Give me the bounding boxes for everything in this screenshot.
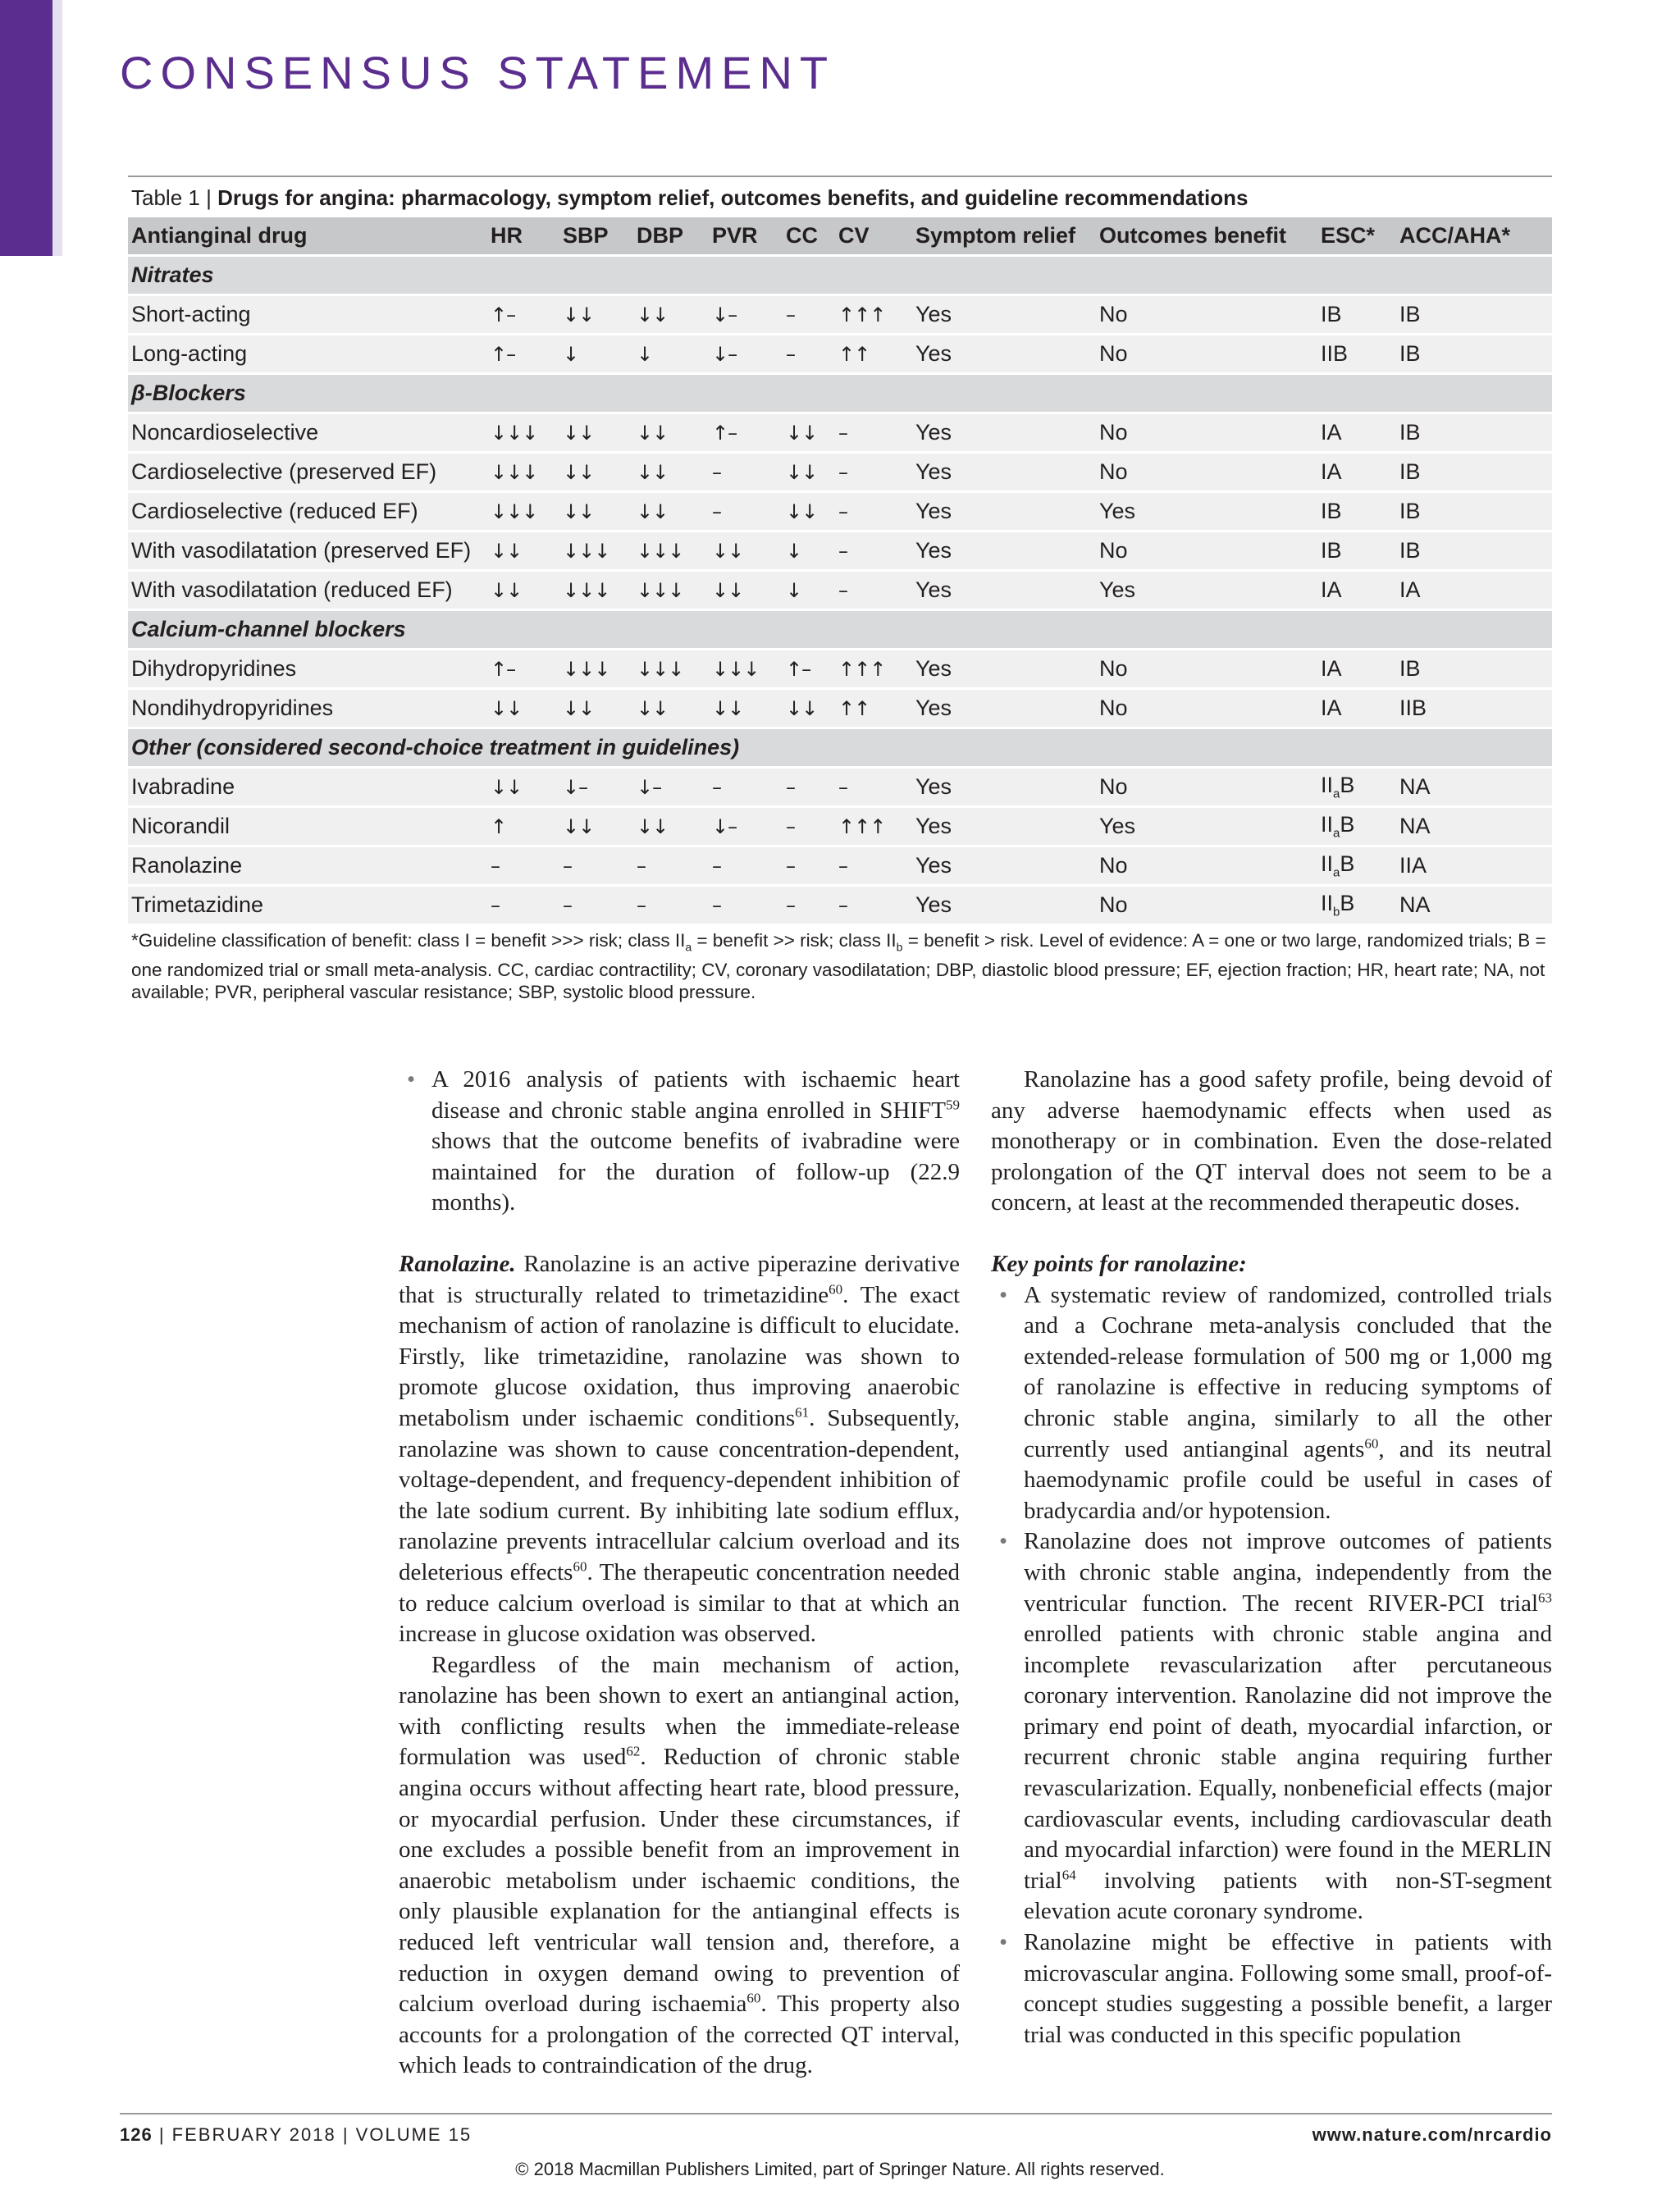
table-cell: Cardioselective (preserved EF)	[128, 454, 487, 490]
table-cell: ↓↓	[487, 572, 559, 609]
table-cell: IB	[1396, 296, 1552, 333]
ranolazine-paragraph-1: Ranolazine. Ranolazine is an active piperazine derivative that is structurally related to trimetazidine$^{60}$. The exact mechanism of action of ranolazine is difficult to elucidate. Firstly, like trimetazidine, ranolazine was shown to promote glucose oxidation, thus improving anaerobic metabolism under ischaemic conditions$^{61}$. Subsequently, ranolazine was shown to cause concentration-dependent, voltage-dependent, and frequency-dependent inhibition of the late sodium current. By inhibiting late sodium efflux, ranolazine prevents intracellular calcium overload and its deleterious effects$^{60}$. The therapeutic concentration needed to reduce calcium overload is similar to that at which an increase in glucose oxidation was observed.	[399, 1250, 960, 1648]
table-cell: ↓	[783, 572, 835, 609]
table-cell: ↓↓	[633, 808, 709, 845]
key-points-title: Key points for ranolazine:	[991, 1250, 1247, 1277]
table-cell: ↓↓	[633, 690, 709, 727]
table-cell: –	[559, 847, 633, 884]
table-cell: No	[1096, 650, 1317, 687]
table-header-row	[128, 217, 1552, 254]
table-cell: ↓↓↓	[487, 414, 559, 451]
table-cell: –	[835, 572, 912, 609]
column-header: SBP	[559, 217, 633, 254]
right-column	[991, 1065, 1552, 2051]
table-row	[128, 769, 1552, 805]
table-cell: ↓↓↓	[559, 650, 633, 687]
table-cell: NA	[1396, 887, 1552, 924]
table-cell: No	[1096, 690, 1317, 727]
table-cell: ↓↓	[633, 454, 709, 490]
table-row	[128, 454, 1552, 490]
table-cell: –	[783, 296, 835, 333]
table-cell: No	[1096, 532, 1317, 569]
table-cell: Yes	[912, 769, 1096, 805]
table-cell: –	[709, 847, 783, 884]
copyright-notice: © 2018 Macmillan Publishers Limited, part of Springer Nature. All rights reserved.	[515, 2159, 1165, 2179]
table-cell: –	[633, 847, 709, 884]
table-cell: ↓↓↓	[559, 572, 633, 609]
table-cell: ↓↓	[559, 414, 633, 451]
table-cell: ↓↓↓	[709, 650, 783, 687]
ranolazine-paragraph-2: Regardless of the main mechanism of action, ranolazine has been shown to exert an antianginal action, with conflicting results when the immediate-release formulation was used$^{62}$. Reduction of chronic stable angina occurs without affecting heart rate, blood pressure, or myocardial perfusion. Under these circumstances, if one excludes a possible benefit from an improvement in anaerobic metabolism under ischaemic conditions, the only plausible explanation for the antianginal effects is reduced left ventricular wall tension and, therefore, a reduction in oxygen demand owing to prevention of calcium overload during ischaemia$^{60}$. This property also accounts for a prolongation of the corrected QT interval, which leads to contraindication of the drug.	[399, 1651, 960, 2079]
table-cell: ↓↓	[633, 296, 709, 333]
table-cell: Yes	[912, 887, 1096, 924]
table-cell: IB	[1317, 532, 1396, 569]
table-cell: IB	[1396, 493, 1552, 530]
section-title: CONSENSUS STATEMENT	[120, 47, 836, 98]
table-cell: Yes	[912, 414, 1096, 451]
side-accent-bar	[0, 0, 52, 256]
table-cell: ↓↓↓	[487, 454, 559, 490]
table-cell: No	[1096, 847, 1317, 884]
page-number: 126	[120, 2124, 153, 2145]
table-cell: ↑↑	[835, 690, 912, 727]
table-caption	[128, 177, 1552, 217]
table-cell: Yes	[1096, 808, 1317, 845]
table-cell: ↓	[783, 532, 835, 569]
table-group-row	[128, 375, 1552, 412]
table-row	[128, 296, 1552, 333]
table-cell: Yes	[912, 847, 1096, 884]
column-header: PVR	[709, 217, 783, 254]
table-cell: –	[783, 847, 835, 884]
table-cell: Noncardioselective	[128, 414, 487, 451]
table-cell: ↓↓	[709, 690, 783, 727]
group-label: Nitrates	[128, 257, 1552, 294]
table-cell: ↓↓	[559, 808, 633, 845]
column-header: CC	[783, 217, 835, 254]
table-cell: ↓↓	[559, 296, 633, 333]
table-cell: IB	[1396, 650, 1552, 687]
table-row	[128, 414, 1552, 451]
table-row	[128, 847, 1552, 884]
column-header: Symptom relief	[912, 217, 1096, 254]
table-footnote: *Guideline classification of benefit: class I = benefit >>> risk; class $II_a$ = benefit >> risk; class $II_b$ = benefit > risk. Level of evidence: A = one or two large, randomized trials; B = one randomized trial or small meta-analysis. CC, cardiac contractility; CV, coronary vasodilatation; DBP, diastolic blood pressure; EF, ejection fraction; HR, heart rate; NA, not available; PVR, peripheral vascular resistance; SBP, systolic blood pressure.	[131, 930, 1546, 1002]
column-header: HR	[487, 217, 559, 254]
table-cell: –	[835, 454, 912, 490]
table-cell: IIB	[1317, 335, 1396, 372]
table-cell: –	[559, 887, 633, 924]
table-cell: –	[709, 493, 783, 530]
table-cell: IA	[1317, 690, 1396, 727]
table-cell: –	[487, 887, 559, 924]
table-cell: Short-acting	[128, 296, 487, 333]
table-cell: –	[709, 769, 783, 805]
table-cell: IB	[1396, 335, 1552, 372]
footer-rule	[120, 2113, 1552, 2114]
table-cell: Yes	[912, 572, 1096, 609]
table-cell: ↑–	[487, 335, 559, 372]
table-cell: –	[783, 808, 835, 845]
bullet-shift: • A 2016 analysis of patients with ischaemic heart disease and chronic stable angina enrolled in SHIFT$^{59}$ shows that the outcome benefits of ivabradine were maintained for the duration of follow-up (22.9 months).	[407, 1066, 960, 1216]
group-label: Calcium-channel blockers	[128, 611, 1552, 648]
table-cell: ↓↓	[633, 414, 709, 451]
table-cell: No	[1096, 769, 1317, 805]
table-cell: ↓↓	[783, 493, 835, 530]
table-cell: ↓↓	[783, 454, 835, 490]
table-cell: ↓–	[709, 296, 783, 333]
table-cell: Nicorandil	[128, 808, 487, 845]
table-cell: $II_aB$	[1317, 769, 1396, 805]
table-cell: –	[487, 847, 559, 884]
table-cell: ↓↓↓	[559, 532, 633, 569]
table-cell: IA	[1396, 572, 1552, 609]
ranolazine-heading: Ranolazine.	[399, 1250, 516, 1277]
table-cell: –	[709, 454, 783, 490]
table-row	[128, 335, 1552, 372]
table-cell: ↑↑↑	[835, 808, 912, 845]
table-cell: –	[783, 769, 835, 805]
column-header: ESC*	[1317, 217, 1396, 254]
table-cell: ↑↑↑	[835, 650, 912, 687]
table-cell: IB	[1396, 414, 1552, 451]
table-cell: No	[1096, 335, 1317, 372]
table-cell: Yes	[912, 296, 1096, 333]
table-group-row	[128, 729, 1552, 766]
table-cell: Trimetazidine	[128, 887, 487, 924]
table-cell: $II_aB$	[1317, 808, 1396, 845]
key-point-3: • Ranolazine might be effective in patients with microvascular angina. Following some small, proof-of-concept studies suggesting a possible benefit, a larger trial was conducted in this specific population	[999, 1929, 1552, 2048]
table-group-row	[128, 611, 1552, 648]
table-cell: Dihydropyridines	[128, 650, 487, 687]
table-cell: ↓–	[633, 769, 709, 805]
table-cell: Ranolazine	[128, 847, 487, 884]
table-cell: ↓↓	[487, 769, 559, 805]
table-cell: With vasodilatation (reduced EF)	[128, 572, 487, 609]
table-cell: Yes	[912, 532, 1096, 569]
key-point-1: • A systematic review of randomized, controlled trials and a Cochrane meta-analysis concluded that the extended-release formulation of 500 mg or 1,000 mg of ranolazine is effective in reducing symptoms of chronic stable angina, similarly to all the other currently used antianginal agents$^{60}$, and its neutral haemodynamic profile could be useful in cases of bradycardia and/or hypotension.	[999, 1281, 1552, 1524]
table-cell: Yes	[912, 335, 1096, 372]
table-cell: ↓	[633, 335, 709, 372]
table-cell: –	[835, 493, 912, 530]
table-cell: With vasodilatation (preserved EF)	[128, 532, 487, 569]
table-row	[128, 887, 1552, 924]
table-cell: IA	[1317, 572, 1396, 609]
table-cell: ↓–	[559, 769, 633, 805]
table-cell: No	[1096, 414, 1317, 451]
table-cell: ↓–	[709, 808, 783, 845]
column-header: ACC/AHA*	[1396, 217, 1552, 254]
column-header: CV	[835, 217, 912, 254]
table-cell: –	[783, 887, 835, 924]
table-cell: –	[835, 769, 912, 805]
table-cell: IA	[1317, 414, 1396, 451]
table-cell: Yes	[912, 454, 1096, 490]
table-cell: Yes	[912, 493, 1096, 530]
table-cell: ↑–	[487, 296, 559, 333]
table-cell: NA	[1396, 769, 1552, 805]
table-row	[128, 808, 1552, 845]
left-column	[399, 1065, 960, 2082]
table-cell: ↓↓	[559, 690, 633, 727]
table-row	[128, 650, 1552, 687]
table-cell: NA	[1396, 808, 1552, 845]
table-cell: ↓↓↓	[633, 572, 709, 609]
group-label: β-Blockers	[128, 375, 1552, 412]
issue-info: FEBRUARY 2018 | VOLUME 15	[171, 2124, 472, 2145]
table-row	[128, 493, 1552, 530]
table-cell: No	[1096, 454, 1317, 490]
table-cell: Yes	[1096, 572, 1317, 609]
table-row	[128, 572, 1552, 609]
table-cell: Yes	[912, 690, 1096, 727]
column-header: Antianginal drug	[128, 217, 487, 254]
table-cell: IB	[1317, 493, 1396, 530]
table-cell: ↓↓↓	[487, 493, 559, 530]
table-cell: ↓	[559, 335, 633, 372]
table-cell: No	[1096, 296, 1317, 333]
table-cell: Long-acting	[128, 335, 487, 372]
table-cell: ↑	[487, 808, 559, 845]
table-cell: ↓↓↓	[633, 532, 709, 569]
table-cell: ↑–	[709, 414, 783, 451]
table-cell: –	[633, 887, 709, 924]
table-cell: ↓↓	[709, 532, 783, 569]
table-cell: ↑↑	[835, 335, 912, 372]
table-cell: ↑↑↑	[835, 296, 912, 333]
table-cell: IIA	[1396, 847, 1552, 884]
table-cell: IB	[1317, 296, 1396, 333]
table-cell: Ivabradine	[128, 769, 487, 805]
column-header: Outcomes benefit	[1096, 217, 1317, 254]
table-cell: –	[835, 414, 912, 451]
key-point-2: • Ranolazine does not improve outcomes of patients with chronic stable angina, independently from the ventricular function. The recent RIVER-PCI trial$^{63}$ enrolled patients with chronic stable angina and incomplete revascularization after percutaneous coronary intervention. Ranolazine did not improve the primary end point of death, myocardial infarction, or recurrent chronic stable angina requiring further revascularization. Equally, nonbeneficial effects (major cardiovascular events, including cardiovascular death and myocardial infarction) were found in the MERLIN trial$^{64}$ involving patients with non-ST-segment elevation acute coronary syndrome.	[999, 1528, 1552, 1925]
drugs-table	[128, 215, 1552, 926]
table-cell: –	[835, 532, 912, 569]
table-cell: ↓–	[709, 335, 783, 372]
table-cell: ↓↓↓	[633, 650, 709, 687]
table-cell: $II_aB$	[1317, 847, 1396, 884]
table-row	[128, 532, 1552, 569]
table-cell: Cardioselective (reduced EF)	[128, 493, 487, 530]
table-row	[128, 690, 1552, 727]
table-cell: No	[1096, 887, 1317, 924]
table-cell: ↓↓	[559, 493, 633, 530]
journal-url[interactable]: www.nature.com/nrcardio	[1312, 2124, 1552, 2145]
table-cell: ↓↓	[487, 532, 559, 569]
table-cell: IIB	[1396, 690, 1552, 727]
key-point-3-text: Ranolazine might be effective in patients with microvascular angina. Following some small, proof-of-concept studies suggesting a possible benefit, a larger trial was conducted in this specific population	[1024, 1929, 1552, 2048]
table-caption-label: Table 1 |	[131, 185, 212, 210]
table-cell: ↑–	[783, 650, 835, 687]
table-cell: IB	[1396, 532, 1552, 569]
table-cell: Yes	[912, 650, 1096, 687]
table-cell: ↓↓	[633, 493, 709, 530]
footer-issue: 126 | FEBRUARY 2018 | VOLUME 15	[120, 2124, 472, 2145]
table-cell: Yes	[912, 808, 1096, 845]
table-cell: IA	[1317, 454, 1396, 490]
drugs-table-block	[128, 176, 1552, 1003]
column-header: DBP	[633, 217, 709, 254]
group-label: Other (considered second-choice treatment in guidelines)	[128, 729, 1552, 766]
table-cell: ↓↓	[559, 454, 633, 490]
table-cell: –	[835, 847, 912, 884]
table-cell: ↓↓	[487, 690, 559, 727]
table-cell: ↓↓	[783, 690, 835, 727]
table-cell: IA	[1317, 650, 1396, 687]
table-cell: IB	[1396, 454, 1552, 490]
table-cell: ↑–	[487, 650, 559, 687]
table-cell: Yes	[1096, 493, 1317, 530]
table-cell: ↓↓	[709, 572, 783, 609]
table-cell: ↓↓	[783, 414, 835, 451]
table-cell: Nondihydropyridines	[128, 690, 487, 727]
table-cell: $II_bB$	[1317, 887, 1396, 924]
table-group-row	[128, 257, 1552, 294]
table-cell: –	[709, 887, 783, 924]
table-caption-title: Drugs for angina: pharmacology, symptom relief, outcomes benefits, and guideline recommendations	[217, 185, 1249, 210]
table-cell: –	[835, 887, 912, 924]
safety-paragraph: Ranolazine has a good safety profile, being devoid of any adverse haemodynamic effects when used as monotherapy or in combination. Even the dose-related prolongation of the QT interval does not seem to be a concern, at least at the recommended therapeutic doses.	[991, 1066, 1552, 1216]
table-cell: –	[783, 335, 835, 372]
